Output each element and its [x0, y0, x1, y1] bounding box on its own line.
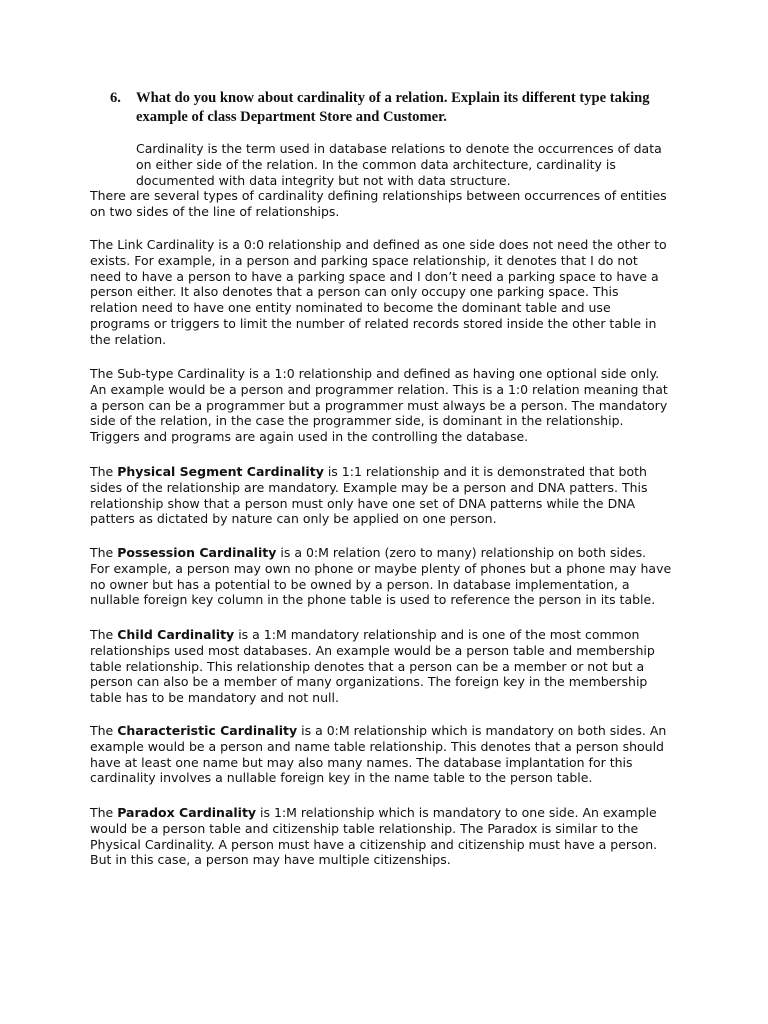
text-line: have at least one name but may also many names. The database implantation for this — [90, 754, 633, 770]
subtype-cardinality-paragraph — [90, 366, 690, 445]
text-line — [90, 723, 690, 739]
term-name: Paradox Cardinality — [117, 805, 257, 820]
question-number: 6. — [110, 90, 121, 106]
text-line: no owner but has a potential to be owned by a person. In database implementation, a — [90, 576, 630, 592]
text-line: would be a person table and citizenship table relationship. The Paradox is similar to the — [90, 820, 639, 836]
text-line: The Sub-type Cardinality is a 1:0 relationship and defined as having one optional side only. — [90, 366, 660, 381]
characteristic-paragraph — [90, 723, 690, 786]
text-line: relation need to have one entity nominated to become the dominant table and use — [90, 300, 611, 316]
text-line: table relationship. This relationship denotes that a person can be a member or not but a — [90, 658, 645, 674]
text-line: Cardinality is the term used in database relations to denote the occurrences of data — [136, 141, 662, 156]
text-line: table has to be mandatory and not null. — [90, 690, 339, 706]
text-line: nullable foreign key column in the phone table is used to reference the person in its table. — [90, 592, 656, 608]
text-line: cardinality involves a nullable foreign key in the name table to the person table. — [90, 770, 593, 786]
text-line: on either side of the relation. In the common data architecture, cardinality is — [136, 156, 616, 172]
term-name: Child Cardinality — [117, 627, 235, 642]
text-line — [90, 627, 690, 643]
text-line: documented with data integrity but not with data structure. — [136, 172, 511, 188]
text-run: The — [90, 805, 118, 820]
text-line: Physical Cardinality. A person must have a citizenship and citizenship must have a person. — [90, 836, 658, 852]
text-line: For example, a person may own no phone or maybe plenty of phones but a phone may have — [90, 560, 672, 576]
possession-paragraph — [90, 545, 690, 608]
text-line — [90, 805, 690, 821]
text-line: An example would be a person and programmer relation. This is a 1:0 relation meaning that — [90, 381, 668, 397]
text-line — [90, 545, 690, 561]
text-line: programs or triggers to limit the number of related records stored inside the other table in — [90, 315, 657, 331]
text-line: need to have a person to have a parking space and I don’t need a parking space to have a — [90, 268, 659, 284]
text-run: is 1:M relationship which is mandatory to one side. An example — [256, 805, 657, 820]
text-line: relationships used most databases. An example would be a person table and membership — [90, 642, 655, 658]
text-line: person either. It also denotes that a person can only occupy one parking space. This — [90, 284, 619, 300]
text-line: the relation. — [90, 331, 167, 347]
term-name: Characteristic Cardinality — [117, 723, 298, 738]
text-run: The — [90, 545, 118, 560]
text-run: is a 0:M relationship which is mandatory on both sides. An — [297, 723, 667, 738]
text-line: patters as dictated by nature can only be applied on one person. — [90, 511, 497, 527]
text-run: is 1:1 relationship and it is demonstrated that both — [323, 464, 647, 479]
text-line: Triggers and programs are again used in the controlling the database. — [90, 429, 529, 445]
link-cardinality-paragraph — [90, 237, 690, 348]
paradox-paragraph — [90, 805, 690, 868]
text-line: example would be a person and name table relationship. This denotes that a person should — [90, 738, 664, 754]
term-name: Possession Cardinality — [117, 545, 277, 560]
text-line: a person can be a programmer but a programmer must always be a person. The mandatory — [90, 397, 668, 413]
text-line: on two sides of the line of relationships. — [90, 203, 340, 219]
text-run: The — [90, 627, 118, 642]
physical-segment-paragraph — [90, 464, 690, 527]
text-run: The — [90, 464, 118, 479]
child-cardinality-paragraph — [90, 627, 690, 706]
question-line: example of class Department Store and Customer. — [136, 108, 447, 125]
text-line: relationship show that a person must only have one set of DNA patterns while the DNA — [90, 495, 636, 511]
text-run: The — [90, 723, 118, 738]
text-line: But in this case, a person may have multiple citizenships. — [90, 852, 451, 868]
question-line: What do you know about cardinality of a relation. Explain its different type taking — [136, 90, 650, 106]
text-line: sides of the relationship are mandatory. Example may be a person and DNA patters. This — [90, 479, 648, 495]
text-line: side of the relation, in the case the programmer side, is dominant in the relationship. — [90, 413, 624, 429]
text-line: There are several types of cardinality defining relationships between occurrences of entities — [90, 188, 667, 203]
text-run: is a 1:M mandatory relationship and is one of the most common — [234, 627, 640, 642]
types-paragraph — [90, 188, 690, 220]
text-line: The Link Cardinality is a 0:0 relationship and defined as one side does not need the other to — [90, 237, 667, 252]
text-line: exists. For example, in a person and parking space relationship, it denotes that I do not — [90, 252, 638, 268]
text-run: is a 0:M relation (zero to many) relationship on both sides. — [276, 545, 647, 560]
question-heading — [110, 89, 690, 126]
term-name: Physical Segment Cardinality — [117, 464, 324, 479]
intro-paragraph — [136, 141, 696, 188]
text-line: person can also be a member of many organizations. The foreign key in the membership — [90, 674, 648, 690]
question-text — [136, 89, 690, 126]
text-line — [90, 464, 690, 480]
